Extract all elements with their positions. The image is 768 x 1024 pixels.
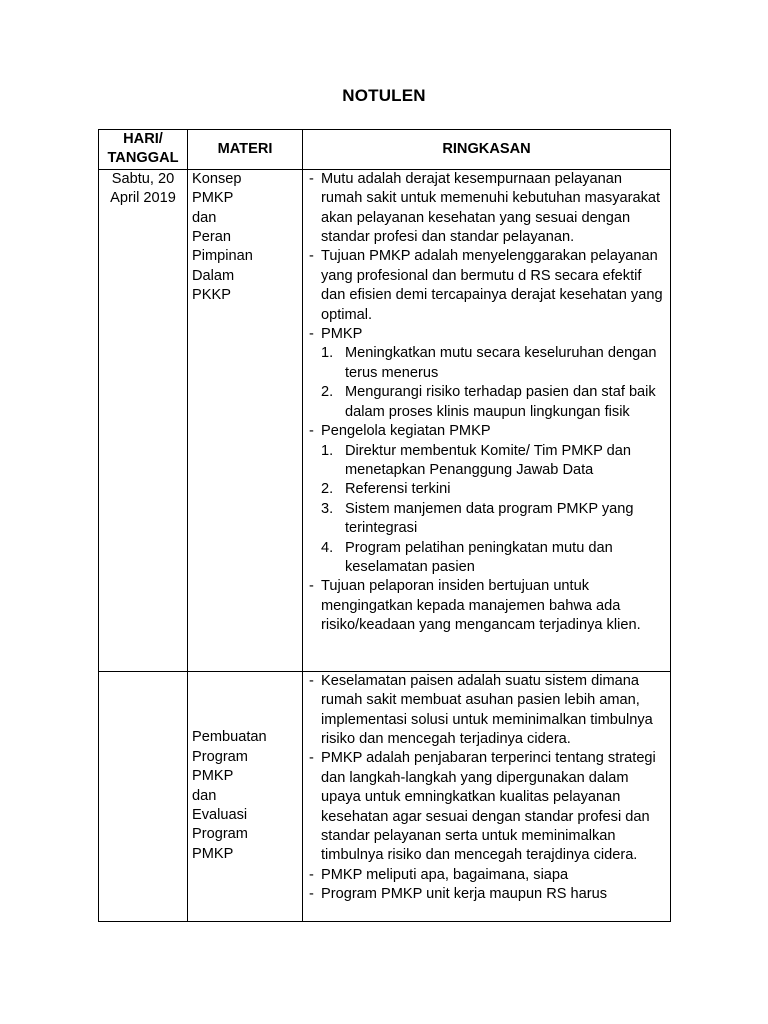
dash-bullet-icon: - (309, 578, 314, 595)
dash-bullet-icon: - (309, 672, 314, 689)
cell-hari-tanggal (99, 671, 188, 921)
materi-line: Program (192, 826, 248, 843)
materi-line: PMKP (192, 845, 234, 862)
hari-line1: Sabtu, 20 (111, 170, 175, 187)
subitem-number: 2. (321, 481, 334, 498)
cell-ringkasan (303, 671, 671, 921)
ringkasan-item (307, 170, 666, 248)
cell-materi (188, 169, 303, 671)
subitem-number: 2. (321, 384, 334, 401)
dash-bullet-icon: - (309, 170, 314, 187)
materi-line: Program (192, 748, 248, 765)
materi-word: Konsep (192, 170, 242, 187)
subitem-text: Mengurangi risiko terhadap pasien dan staf baik dalam proses klinis maupun lingkungan fisik (345, 384, 656, 420)
materi-word: dan (192, 787, 217, 804)
materi-word: Dalam (192, 267, 235, 284)
ringkasan-item (307, 885, 666, 904)
subitem-text: Direktur membentuk Komite/ Tim PMKP dan menetapkan Penanggung Jawab Data (345, 442, 632, 478)
numbered-subitem (321, 480, 666, 499)
numbered-subitem (321, 539, 666, 578)
materi-line: Pembuatan (192, 729, 267, 746)
materi-line: Pimpinan (192, 248, 253, 265)
page-title: NOTULEN (342, 86, 426, 105)
subitem-number: 1. (321, 442, 334, 459)
numbered-subitem (321, 442, 666, 481)
materi-line (192, 209, 298, 248)
dash-bullet-icon: - (309, 866, 314, 883)
notulen-table (98, 129, 671, 922)
subitem-number: 3. (321, 500, 334, 517)
ringkasan-item-text: PMKP meliputi apa, bagaimana, siapa (321, 866, 569, 883)
ringkasan-item (307, 325, 666, 422)
dash-bullet-icon: - (309, 248, 314, 265)
subitem-text: Sistem manjemen data program PMKP yang terintegrasi (345, 500, 634, 537)
ringkasan-item-text: Keselamatan paisen adalah suatu sistem dimana rumah sakit membuat asuhan pasien lebih aman, implementasi solusi untuk meminimalkan timbulnya risiko dan mencegah terjadinya cidera. (321, 672, 653, 748)
numbered-subitem (321, 500, 666, 539)
ringkasan-item-text: PMKP (321, 326, 363, 343)
materi-word: PKKP (192, 287, 231, 304)
header-hari-line1: HARI/ (123, 131, 163, 147)
materi-line (192, 767, 298, 806)
dash-bullet-icon: - (309, 326, 314, 343)
ringkasan-item-text: Program PMKP unit kerja maupun RS harus (321, 886, 608, 903)
numbered-sublist (321, 344, 666, 422)
subitem-text: Meningkatkan mutu secara keseluruhan dengan terus menerus (345, 345, 657, 381)
subitem-text: Referensi terkini (345, 481, 451, 498)
ringkasan-item-text: Pengelola kegiatan PMKP (321, 423, 491, 440)
ringkasan-item-text: Mutu adalah derajat kesempurnaan pelayanan rumah sakit untuk memenuhi kebutuhan masyarakat akan pelayanan kesehatan yang sesuai dengan standar profesi dan standar pelayanan. (321, 170, 661, 246)
ringkasan-item (307, 422, 666, 577)
header-ringkasan: RINGKASAN (303, 130, 671, 170)
dash-bullet-icon: - (309, 886, 314, 903)
materi-text (192, 728, 298, 864)
materi-text (192, 170, 298, 306)
ringkasan-item (307, 672, 666, 750)
numbered-subitem (321, 383, 666, 422)
numbered-subitem (321, 344, 666, 383)
ringkasan-item-text: PMKP adalah penjabaran terperinci tentang strategi dan langkah-langkah yang dipergunakan dalam upaya untuk emningkatkan kualitas pelayanan kesehatan agar sesuai dengan standar profesi dan standar pelayanan serta untuk meminimalkan timbulnya risiko dan mencegah terajdinya cidera. (321, 750, 656, 864)
ringkasan-item (307, 577, 666, 635)
ringkasan-item (307, 866, 666, 885)
hari-line2: April 2019 (110, 190, 176, 207)
subitem-number: 1. (321, 345, 334, 362)
materi-word: PMKP (192, 768, 234, 785)
ringkasan-item-text: Tujuan pelaporan insiden bertujuan untuk mengingatkan kepada manajemen bahwa ada risiko/keadaan yang mengancam terjadinya klien. (321, 578, 641, 634)
materi-word: PMKP (192, 190, 234, 207)
numbered-sublist (321, 442, 666, 578)
materi-line (192, 170, 298, 209)
materi-line: Evaluasi (192, 807, 248, 824)
subitem-number: 4. (321, 539, 334, 556)
table-row (99, 671, 671, 921)
ringkasan-item-text: Tujuan PMKP adalah menyelenggarakan pelayanan yang profesional dan bermutu d RS secara efektif dan efisien demi tercapainya derajat kesehatan yang optimal. (321, 248, 663, 323)
materi-line (192, 267, 298, 306)
table-header-row (99, 130, 671, 170)
dash-bullet-icon: - (309, 423, 314, 440)
materi-word: Peran (192, 229, 231, 246)
ringkasan-list (307, 170, 666, 636)
dash-bullet-icon: - (309, 750, 314, 767)
header-hari-line2: TANGGAL (107, 150, 179, 167)
header-hari-tanggal (99, 130, 188, 170)
ringkasan-list (307, 672, 666, 905)
cell-hari-tanggal (99, 169, 188, 671)
materi-word: dan (192, 209, 217, 226)
cell-materi (188, 671, 303, 921)
subitem-text: Program pelatihan peningkatan mutu dan keselamatan pasien (345, 539, 613, 575)
header-materi: MATERI (188, 130, 303, 170)
table-row (99, 169, 671, 671)
cell-ringkasan (303, 169, 671, 671)
ringkasan-item (307, 749, 666, 865)
ringkasan-item (307, 247, 666, 325)
